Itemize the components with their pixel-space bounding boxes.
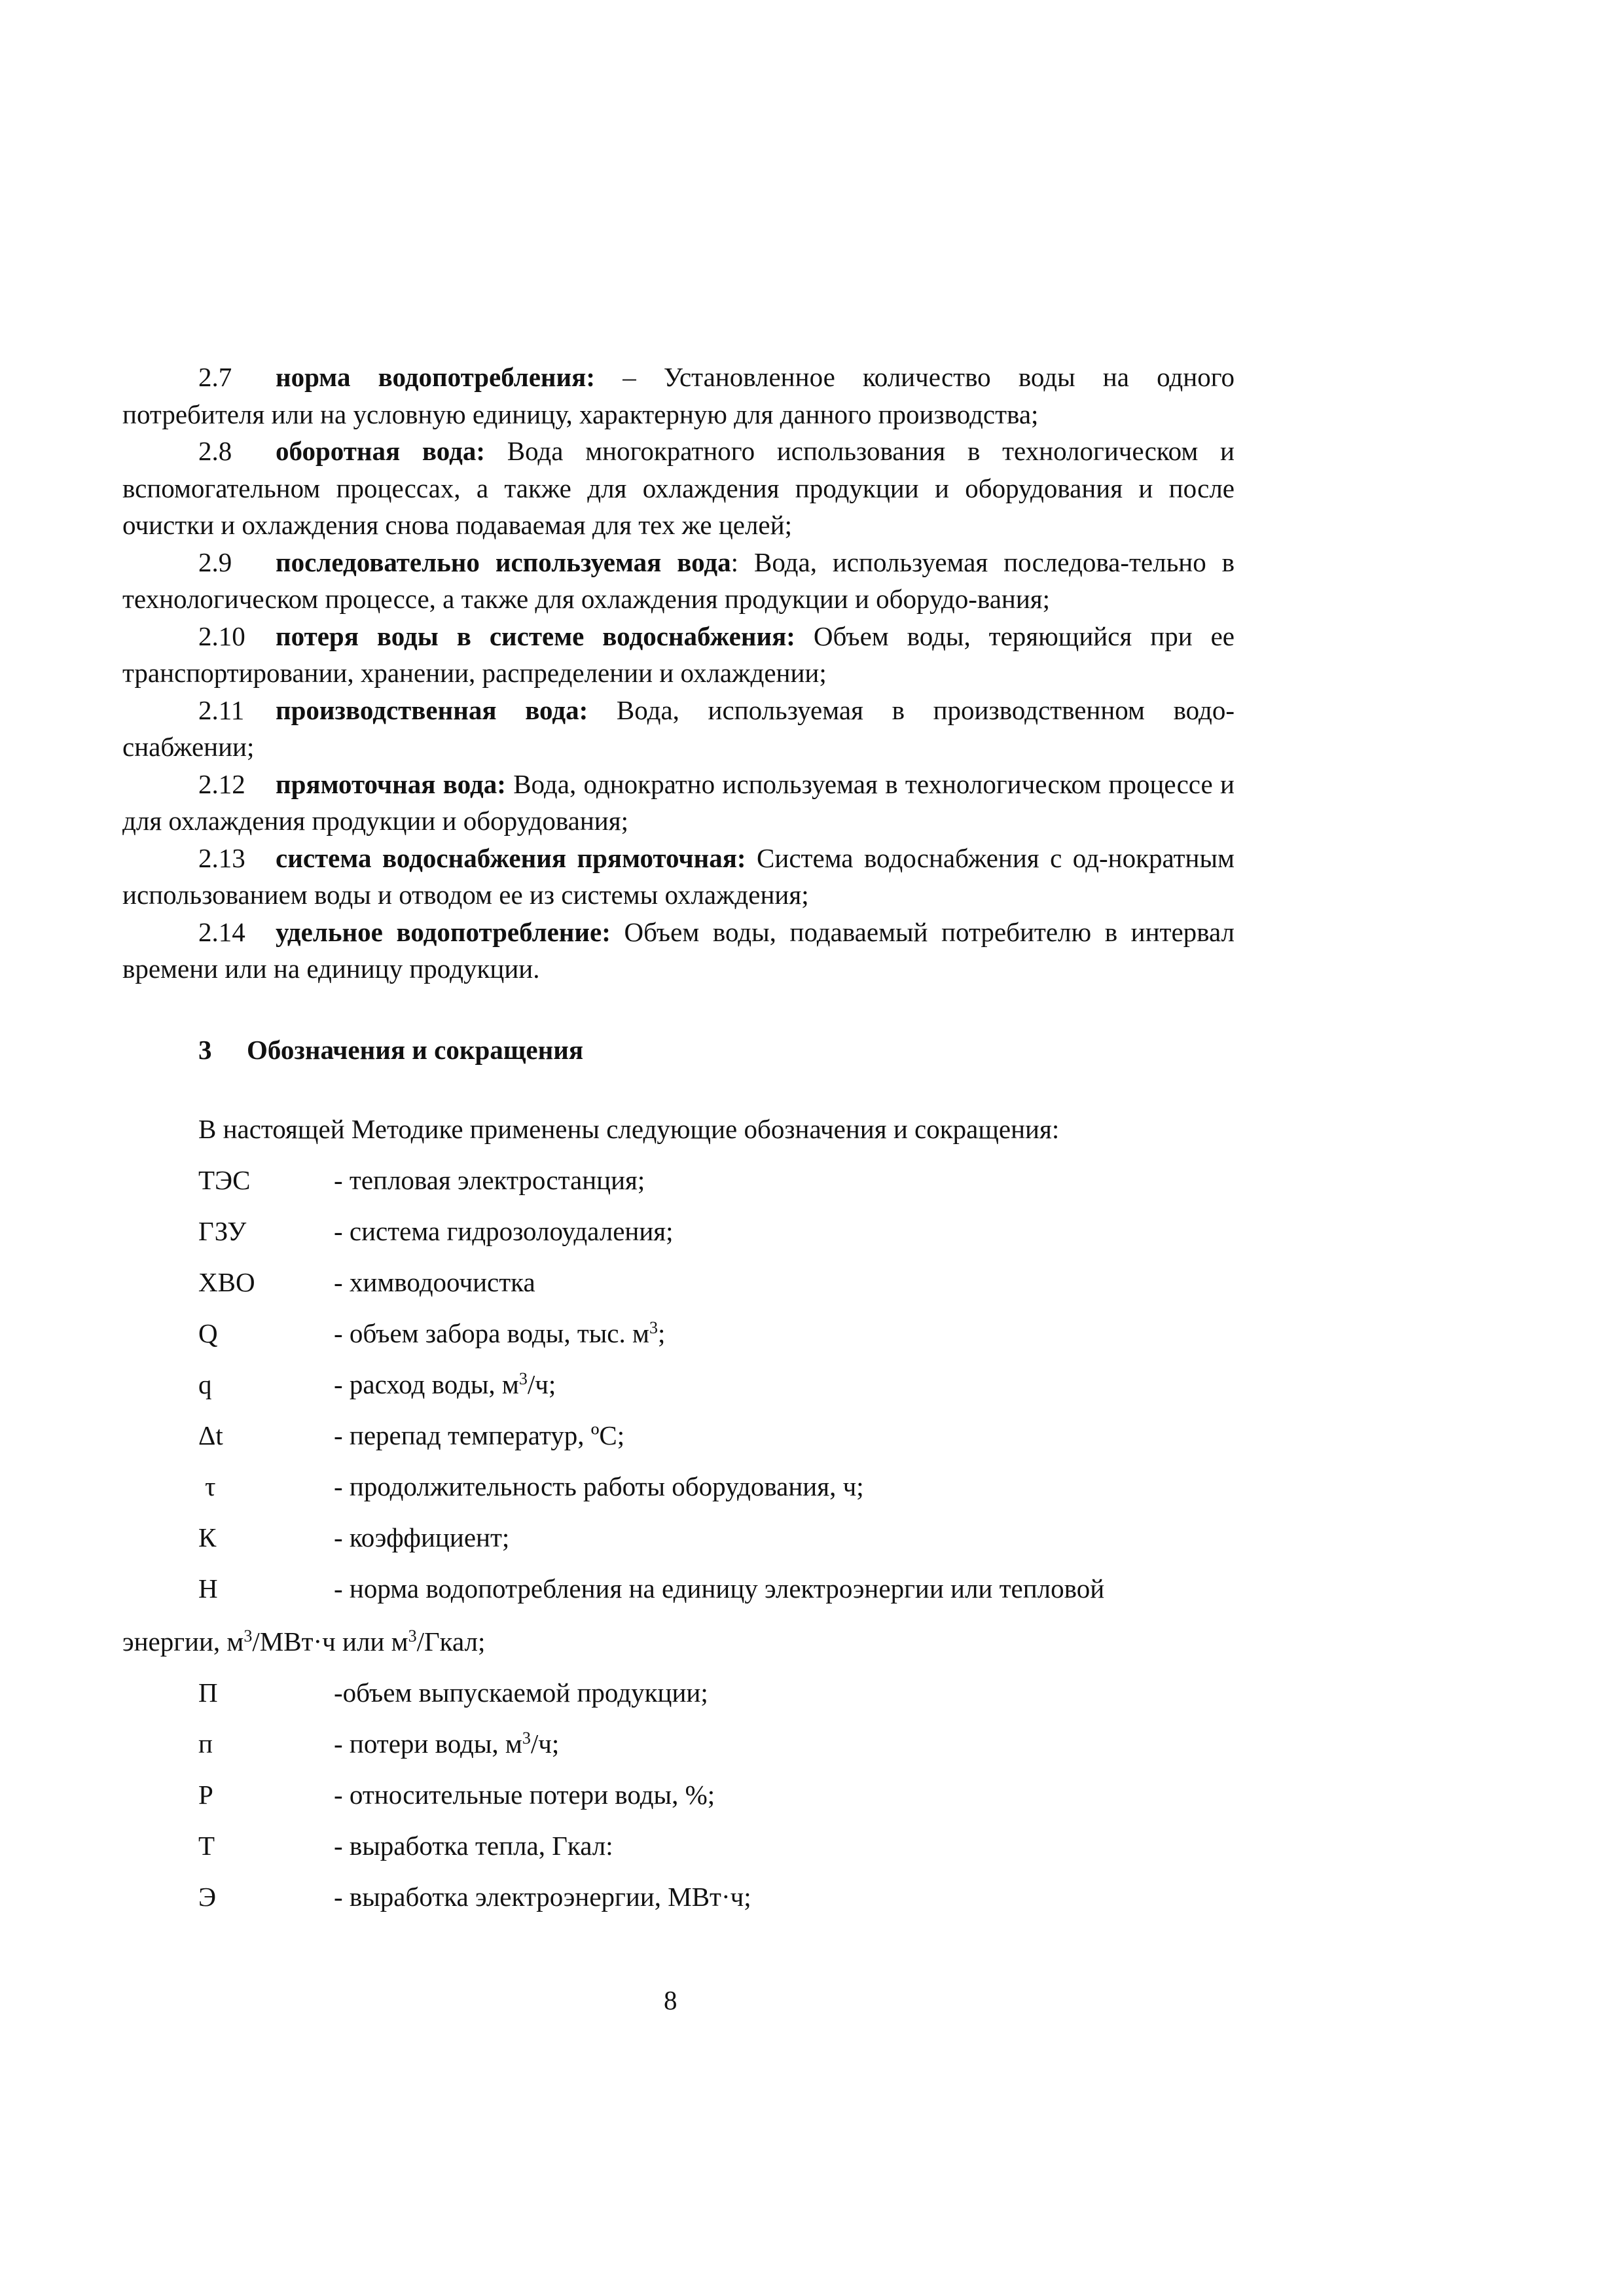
superscript: 3 [522, 1729, 531, 1748]
abbreviation-description-tail: /ч; [530, 1729, 560, 1759]
definition-term: система водоснабжения прямоточная: [276, 842, 746, 873]
abbreviation-symbol: п [198, 1729, 213, 1759]
abbreviation-symbol: Т [198, 1831, 215, 1861]
definition-term: прямоточная вода: [276, 768, 506, 799]
definition-number: 2.12 [198, 768, 245, 799]
definition-2-12 [122, 766, 1235, 840]
abbreviation-row [198, 1468, 864, 1505]
definition-text: Система водоснабжения с од-нократным использованием воды и отводом ее из системы охлаждения; [122, 842, 1235, 910]
abbreviation-description: - система гидрозолоудаления; [334, 1216, 674, 1246]
abbreviation-symbol: ТЭС [198, 1165, 251, 1195]
abbreviation-description: - химводоочистка [334, 1267, 535, 1297]
definition-term: удельное водопотребление: [276, 916, 611, 947]
definition-2-13 [122, 840, 1235, 914]
section-title: Обозначения и сокращения [247, 1035, 584, 1065]
definition-2-8 [122, 433, 1235, 544]
definition-term: оборотная вода: [276, 436, 485, 466]
abbreviation-symbol: q [198, 1369, 212, 1399]
definition-2-9 [122, 544, 1235, 618]
intro-paragraph: В настоящей Методике применены следующие обозначения и сокращения: [198, 1114, 1060, 1144]
definition-text: Вода, используемая в производственном водо-снабжении; [122, 694, 1235, 762]
definition-2-14 [122, 914, 1235, 988]
abbreviation-row [198, 1776, 715, 1813]
definition-term: последовательно используемая вода [276, 547, 731, 577]
section-heading [198, 1031, 583, 1068]
superscript: 3 [518, 1369, 528, 1388]
abbreviation-description: - относительные потери воды, %; [334, 1780, 715, 1810]
abbreviation-row [198, 1674, 708, 1711]
definition-2-10 [122, 618, 1235, 692]
definition-number: 2.9 [198, 547, 232, 577]
abbreviation-row [198, 1162, 645, 1198]
definition-number: 2.11 [198, 694, 245, 725]
continuation-text: /Гкал; [416, 1626, 486, 1657]
definition-text: Вода многократного использования в технологическом и вспомогательном процессах, а также для охлаждения продукции и оборудования и после очистки и охлаждения снова подаваемая для тех же целей; [122, 436, 1235, 540]
abbreviation-row [198, 1827, 613, 1864]
definition-text: – Установленное количество воды на одного потребителя или на условную единицу, характерную для данного производства; [122, 362, 1235, 429]
page-number: 8 [664, 1985, 677, 2015]
abbreviation-row [198, 1519, 509, 1556]
section-number: 3 [198, 1035, 212, 1065]
abbreviation-symbol: Р [198, 1780, 213, 1810]
abbreviation-row [198, 1570, 1104, 1607]
definition-2-7 [122, 359, 1235, 433]
abbreviation-description: - расход воды, м [334, 1369, 519, 1399]
definition-text: : Вода, используемая последова-тельно в технологическом процессе, а также для охлаждения продукции и оборудо-вания; [122, 547, 1235, 614]
abbreviation-symbol: ХВО [198, 1267, 255, 1297]
abbreviation-description-tail: ; [657, 1318, 666, 1348]
continuation-text: энергии, м [122, 1626, 244, 1657]
abbreviation-continuation [122, 1623, 485, 1660]
definition-2-11 [122, 692, 1235, 766]
definition-number: 2.7 [198, 362, 232, 392]
definition-number: 2.14 [198, 916, 245, 947]
abbreviation-description: - тепловая электростанция; [334, 1165, 645, 1195]
abbreviation-row [198, 1315, 665, 1352]
abbreviation-symbol: Н [198, 1573, 218, 1604]
definition-text: Объем воды, подаваемый потребителю в интервал времени или на единицу продукции. [122, 916, 1235, 984]
abbreviation-description: - перепад температур, ºС; [334, 1420, 625, 1450]
definitions-list [122, 359, 1235, 988]
abbreviation-symbol: Э [198, 1882, 217, 1912]
superscript: 3 [649, 1318, 658, 1337]
abbreviation-symbol: Δt [198, 1420, 223, 1450]
abbreviation-row [198, 1264, 535, 1300]
abbreviation-row [198, 1878, 751, 1915]
abbreviation-symbol: τ [205, 1471, 216, 1501]
abbreviation-description: - выработка электроэнергии, МВт·ч; [334, 1882, 751, 1912]
definition-text: Вода, однократно используемая в технологическом процессе и для охлаждения продукции и оборудования; [122, 768, 1235, 836]
abbreviation-description: - потери воды, м [334, 1729, 522, 1759]
abbreviation-description: -объем выпускаемой продукции; [334, 1677, 708, 1708]
abbreviation-symbol: П [198, 1677, 218, 1708]
abbreviation-symbol: Q [198, 1318, 218, 1348]
superscript: 3 [244, 1626, 253, 1645]
abbreviation-row [198, 1417, 624, 1454]
definition-text: Объем воды, теряющийся при ее транспортировании, хранении, распределении и охлаждении; [122, 620, 1235, 688]
abbreviation-symbol: К [198, 1522, 217, 1552]
definition-term: норма водопотребления: [276, 362, 596, 392]
abbreviation-description: - норма водопотребления на единицу электроэнергии или тепловой [334, 1573, 1105, 1604]
definition-term: производственная вода: [276, 694, 588, 725]
abbreviation-symbol: ГЗУ [198, 1216, 247, 1246]
abbreviation-description: - объем забора воды, тыс. м [334, 1318, 649, 1348]
abbreviation-description-tail: /ч; [527, 1369, 556, 1399]
definition-number: 2.8 [198, 436, 232, 466]
abbreviation-row [198, 1366, 556, 1403]
definition-number: 2.10 [198, 620, 245, 651]
abbreviation-description: - выработка тепла, Гкал: [334, 1831, 613, 1861]
abbreviation-description: - продолжительность работы оборудования, ч; [334, 1471, 864, 1501]
abbreviation-row [198, 1725, 559, 1762]
definition-number: 2.13 [198, 842, 245, 873]
continuation-text: /МВт·ч или м [252, 1626, 408, 1657]
definition-term: потеря воды в системе водоснабжения: [276, 620, 795, 651]
superscript: 3 [408, 1626, 417, 1645]
abbreviation-description: - коэффициент; [334, 1522, 510, 1552]
abbreviation-row [198, 1213, 674, 1249]
